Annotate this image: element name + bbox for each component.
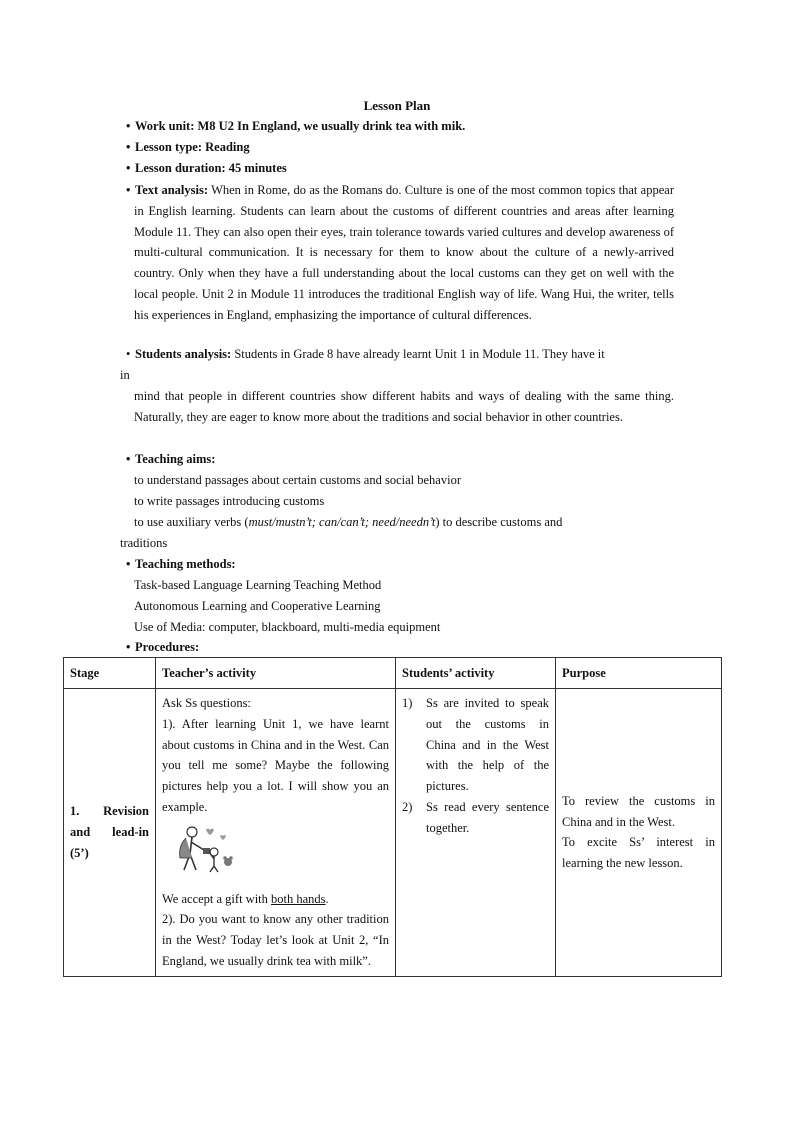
bullet: • <box>126 347 131 361</box>
aim-item: to write passages introducing customs <box>134 494 325 508</box>
aim-item: to understand passages about certain customs and social behavior <box>134 473 461 487</box>
students-analysis-line <box>126 347 605 362</box>
lesson-duration-line <box>126 161 287 176</box>
bullet: • <box>126 140 131 154</box>
bullet: • <box>126 119 131 133</box>
caption-emphasis: both hands <box>271 891 326 906</box>
aim-item-3 <box>134 512 674 533</box>
text-analysis-paragraph <box>126 180 674 326</box>
list-number: 1) <box>402 696 413 710</box>
list-item <box>402 693 549 797</box>
aim3-text-a: to use auxiliary verbs ( <box>134 515 249 529</box>
lesson-type-text: Lesson type: Reading <box>135 140 250 154</box>
teacher-intro: Ask Ss questions: <box>162 696 251 710</box>
bullet: • <box>126 161 131 175</box>
students-activity-cell <box>396 689 556 977</box>
purpose-1: To review the customs in China and in the West. <box>562 793 715 829</box>
work-unit-line <box>126 119 465 134</box>
picture-caption <box>162 889 389 910</box>
aim3-continuation: traditions <box>120 536 168 550</box>
gift-illustration <box>170 824 389 881</box>
students-analysis-line2: in <box>120 368 130 382</box>
caption-text: We accept a gift with <box>162 891 272 906</box>
procedures-heading <box>126 640 199 655</box>
teacher-question-1: 1). After learning Unit 1, we have learnt about customs in China and in the West. Can you tell me some? Maybe the following pictures help you a lot. I will show you an example. <box>162 716 389 814</box>
bullet: • <box>126 183 131 197</box>
table-header-row <box>64 658 722 689</box>
caption-end: . <box>325 891 329 906</box>
list-item <box>402 797 549 839</box>
teaching-methods-heading <box>126 557 236 572</box>
teacher-question-2: 2). Do you want to know any other tradition in the West? Today let’s look at Unit 2, “In England, we usually drink tea with milk”. <box>162 912 389 968</box>
lesson-type-line <box>126 140 250 155</box>
teaching-aims-label: Teaching aims: <box>135 452 216 466</box>
column-header: Purpose <box>556 658 722 689</box>
column-header: Students’ activity <box>396 658 556 689</box>
stage-cell: 1. Revision and lead-in (5’) <box>64 689 156 977</box>
bullet: • <box>126 557 131 571</box>
list-text: Ss are invited to speak out the customs in China and in the West with the help of the pictures. <box>426 696 549 794</box>
gift-giving-image <box>170 824 242 874</box>
list-number: 2) <box>402 799 413 814</box>
method-item: Autonomous Learning and Cooperative Learning <box>134 599 381 613</box>
text-analysis-label: Text analysis: <box>135 183 208 197</box>
work-unit-text: Work unit: M8 U2 In England, we usually drink tea with mik. <box>135 119 466 133</box>
students-analysis-line1: Students in Grade 8 have already learnt Unit 1 in Module 11. They have it <box>234 347 605 361</box>
teaching-aims-heading <box>126 452 215 467</box>
lesson-duration-text: Lesson duration: 45 minutes <box>135 161 287 175</box>
bullet: • <box>126 452 131 466</box>
method-item: Use of Media: computer, blackboard, multi-media equipment <box>134 620 441 634</box>
purpose-2: To excite Ss’ interest in learning the new lesson. <box>562 835 715 871</box>
procedures-label: Procedures: <box>135 640 200 654</box>
list-text: Ss read every sentence together. <box>426 799 549 835</box>
text-analysis-body: When in Rome, do as the Romans do. Culture is one of the most common topics that appear in English learning. Students can learn about the customs of different countries and areas after learning Module 11. They can also open their eyes, train tolerance towards varied cultures and develop awareness of multi-cultural communication. It is necessary for them to know about the culture of a newly-arrived country. Only when they have a full understanding about the local customs can they get on well with the local people. Unit 2 in Module 11 introduces the traditional English way of life. Wang Hui, the writer, tells his experiences in England, emphasizing the importance of cultural differences. <box>134 183 674 322</box>
students-analysis-body: mind that people in different countries show different habits and ways of dealing with the same thing. Naturally, they are eager to know more about the traditions and social behavior in other countries. <box>134 389 674 424</box>
teacher-activity-cell <box>156 689 396 977</box>
students-analysis-label: Students analysis: <box>135 347 232 361</box>
procedures-table <box>63 657 722 977</box>
page-title: Lesson Plan <box>363 98 431 113</box>
teaching-methods-label: Teaching methods: <box>135 557 236 571</box>
bullet: • <box>126 640 131 654</box>
aim3-text-b: ) to describe customs and <box>435 515 563 529</box>
column-header: Stage <box>64 658 156 689</box>
purpose-cell <box>556 689 722 977</box>
table-row <box>64 689 722 977</box>
aim3-verbs: must/mustn’t; can/can’t; need/needn’t <box>248 515 436 529</box>
method-item: Task-based Language Learning Teaching Method <box>134 578 382 592</box>
column-header: Teacher’s activity <box>156 658 396 689</box>
